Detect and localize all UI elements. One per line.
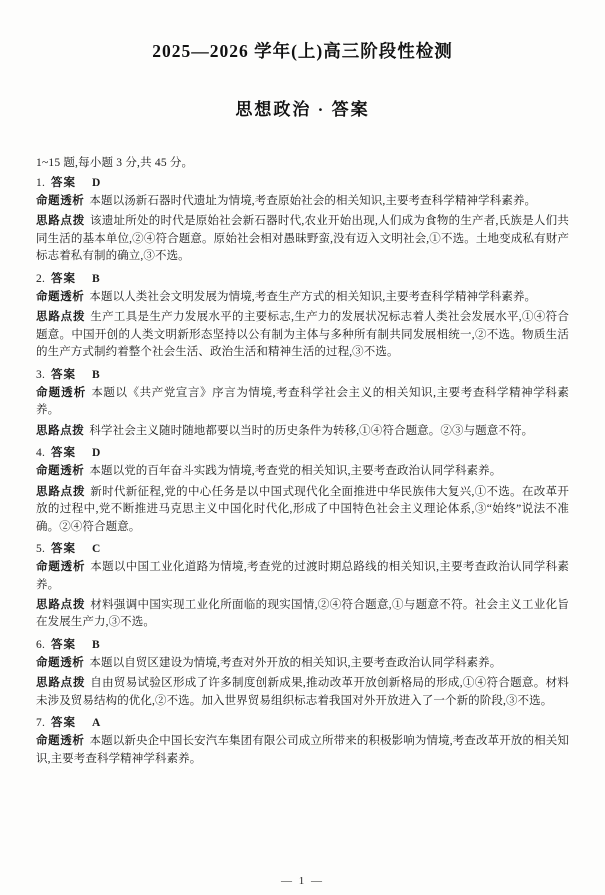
analysis-paragraph xyxy=(36,289,569,306)
question-number: 2. xyxy=(36,272,46,285)
answer-line xyxy=(36,540,569,556)
answer-label: 答案 xyxy=(51,447,76,460)
analysis-text: 本题以中国工业化道路为情境,考查党的过渡时期总路线的相关知识,主要考查政治认同学科素养。 xyxy=(36,561,569,591)
question-block xyxy=(36,366,569,440)
answer-value: D xyxy=(92,177,101,189)
question-number: 4. xyxy=(36,447,46,460)
answer-label: 答案 xyxy=(51,638,76,651)
answer-value: C xyxy=(92,543,101,556)
tips-text: 该遗址所处的时代是原始社会新石器时代,农业开始出现,人们成为食物的生产者,氏族是人们共同生活的基本单位,②④符合题意。原始社会相对愚昧野蛮,没有迈入文明社会,①不选。土地变成私有财产标志着私有制的确立,③不选。 xyxy=(36,215,569,263)
tips-paragraph xyxy=(36,675,569,710)
answer-label: 答案 xyxy=(51,368,76,381)
answer-label: 答案 xyxy=(51,717,76,730)
question-number: 6. xyxy=(36,638,46,651)
analysis-label: 命题透析 xyxy=(36,195,85,207)
analysis-label: 命题透析 xyxy=(36,386,87,399)
question-block xyxy=(36,540,569,632)
tips-paragraph xyxy=(36,597,569,632)
question-number: 7. xyxy=(36,717,46,730)
analysis-label: 命题透析 xyxy=(36,656,85,669)
question-block xyxy=(36,270,569,362)
answer-line xyxy=(36,636,569,652)
tips-text: 科学社会主义随时随地都要以当时的历史条件为转移,①④符合题意。②③与题意不符。 xyxy=(89,424,534,437)
answer-value: B xyxy=(92,272,100,285)
answer-line xyxy=(36,444,569,460)
tips-label: 思路点拨 xyxy=(36,485,86,498)
analysis-paragraph xyxy=(36,385,569,420)
answer-value: A xyxy=(92,717,101,730)
tips-text: 材料强调中国实现工业化所面临的现实国情,②④符合题意,①与题意不符。社会主义工业化旨在发展生产力,③不选。 xyxy=(36,598,569,629)
answer-line xyxy=(36,366,569,382)
analysis-label: 命题透析 xyxy=(36,561,86,574)
answer-value: B xyxy=(92,638,100,651)
tips-label: 思路点拨 xyxy=(36,311,86,324)
section-note: 1~15 题,每小题 3 分,共 45 分。 xyxy=(36,157,194,169)
answer-label: 答案 xyxy=(51,177,76,189)
tips-paragraph xyxy=(36,213,569,265)
question-block xyxy=(36,444,569,536)
answer-value: D xyxy=(92,447,101,460)
analysis-paragraph xyxy=(36,655,569,672)
analysis-text: 本题以党的百年奋斗实践为情境,考查党的相关知识,主要考查政治认同学科素养。 xyxy=(89,465,502,478)
tips-paragraph xyxy=(36,484,569,536)
analysis-label: 命题透析 xyxy=(36,735,85,748)
tips-text: 生产工具是生产力发展水平的主要标志,生产力的发展状况标志着人类社会发展水平,①④符合题意。中国开创的人类文明新形态坚持以公有制为主体与多种所有制共同发展相统一,②不选。物质生活的生产方式制约着整个社会生活、政治生活和精神生活的过程,③不选。 xyxy=(36,311,569,359)
tips-paragraph xyxy=(36,423,569,440)
page-title: 2025—2026 学年(上)高三阶段性检测 xyxy=(152,41,453,61)
tips-text: 自由贸易试验区形成了许多制度创新成果,推动改革开放创新格局的形成,①④符合题意。材料未涉及贸易结构的优化,②不选。加入世界贸易组织标志着我国对外开放进入了一个新的阶段,③不选。 xyxy=(36,677,569,707)
question-block xyxy=(36,714,569,768)
question-block xyxy=(36,174,569,266)
analysis-text: 本题以自贸区建设为情境,考查对外开放的相关知识,主要考查政治认同学科素养。 xyxy=(89,656,502,669)
tips-label: 思路点拨 xyxy=(36,215,85,228)
answer-label: 答案 xyxy=(51,272,76,285)
analysis-label: 命题透析 xyxy=(36,290,85,303)
question-number: 3. xyxy=(36,368,46,381)
question-block xyxy=(36,636,569,710)
analysis-text: 本题以汤新石器时代遗址为情境,考查原始社会的相关知识,主要考查科学精神学科素养。 xyxy=(89,195,537,207)
answer-value: B xyxy=(92,368,100,381)
answer-line xyxy=(36,714,569,730)
analysis-label: 命题透析 xyxy=(36,465,85,478)
question-number: 5. xyxy=(36,543,46,556)
tips-text: 新时代新征程,党的中心任务是以中国式现代化全面推进中华民族伟大复兴,①不选。在改革开放的过程中,党不断推进马克思主义中国化时代化,形成了中国特色社会主义理论体系,③“始终”说法不准确。②④符合题意。 xyxy=(36,485,569,533)
analysis-paragraph xyxy=(36,733,569,768)
answer-line xyxy=(36,174,569,190)
page-subtitle: 思想政治 · 答案 xyxy=(235,100,370,119)
page-number: — 1 — xyxy=(281,875,324,887)
answer-label: 答案 xyxy=(51,543,76,556)
answer-line xyxy=(36,270,569,286)
analysis-paragraph xyxy=(36,559,569,594)
analysis-paragraph xyxy=(36,463,569,480)
tips-label: 思路点拨 xyxy=(36,598,86,611)
tips-label: 思路点拨 xyxy=(36,424,85,437)
tips-label: 思路点拨 xyxy=(36,677,86,690)
analysis-paragraph xyxy=(36,193,569,210)
analysis-text: 本题以新央企中国长安汽车集团有限公司成立所带来的积极影响为情境,考查改革开放的相关知识,主要考查科学精神学科素养。 xyxy=(36,735,569,765)
analysis-text: 本题以《共产党宣言》序言为情境,考查科学社会主义的相关知识,主要考查科学精神学科素养。 xyxy=(36,386,569,417)
tips-paragraph xyxy=(36,309,569,361)
question-number: 1. xyxy=(36,177,46,189)
analysis-text: 本题以人类社会文明发展为情境,考查生产方式的相关知识,主要考查科学精神学科素养。 xyxy=(89,290,537,303)
